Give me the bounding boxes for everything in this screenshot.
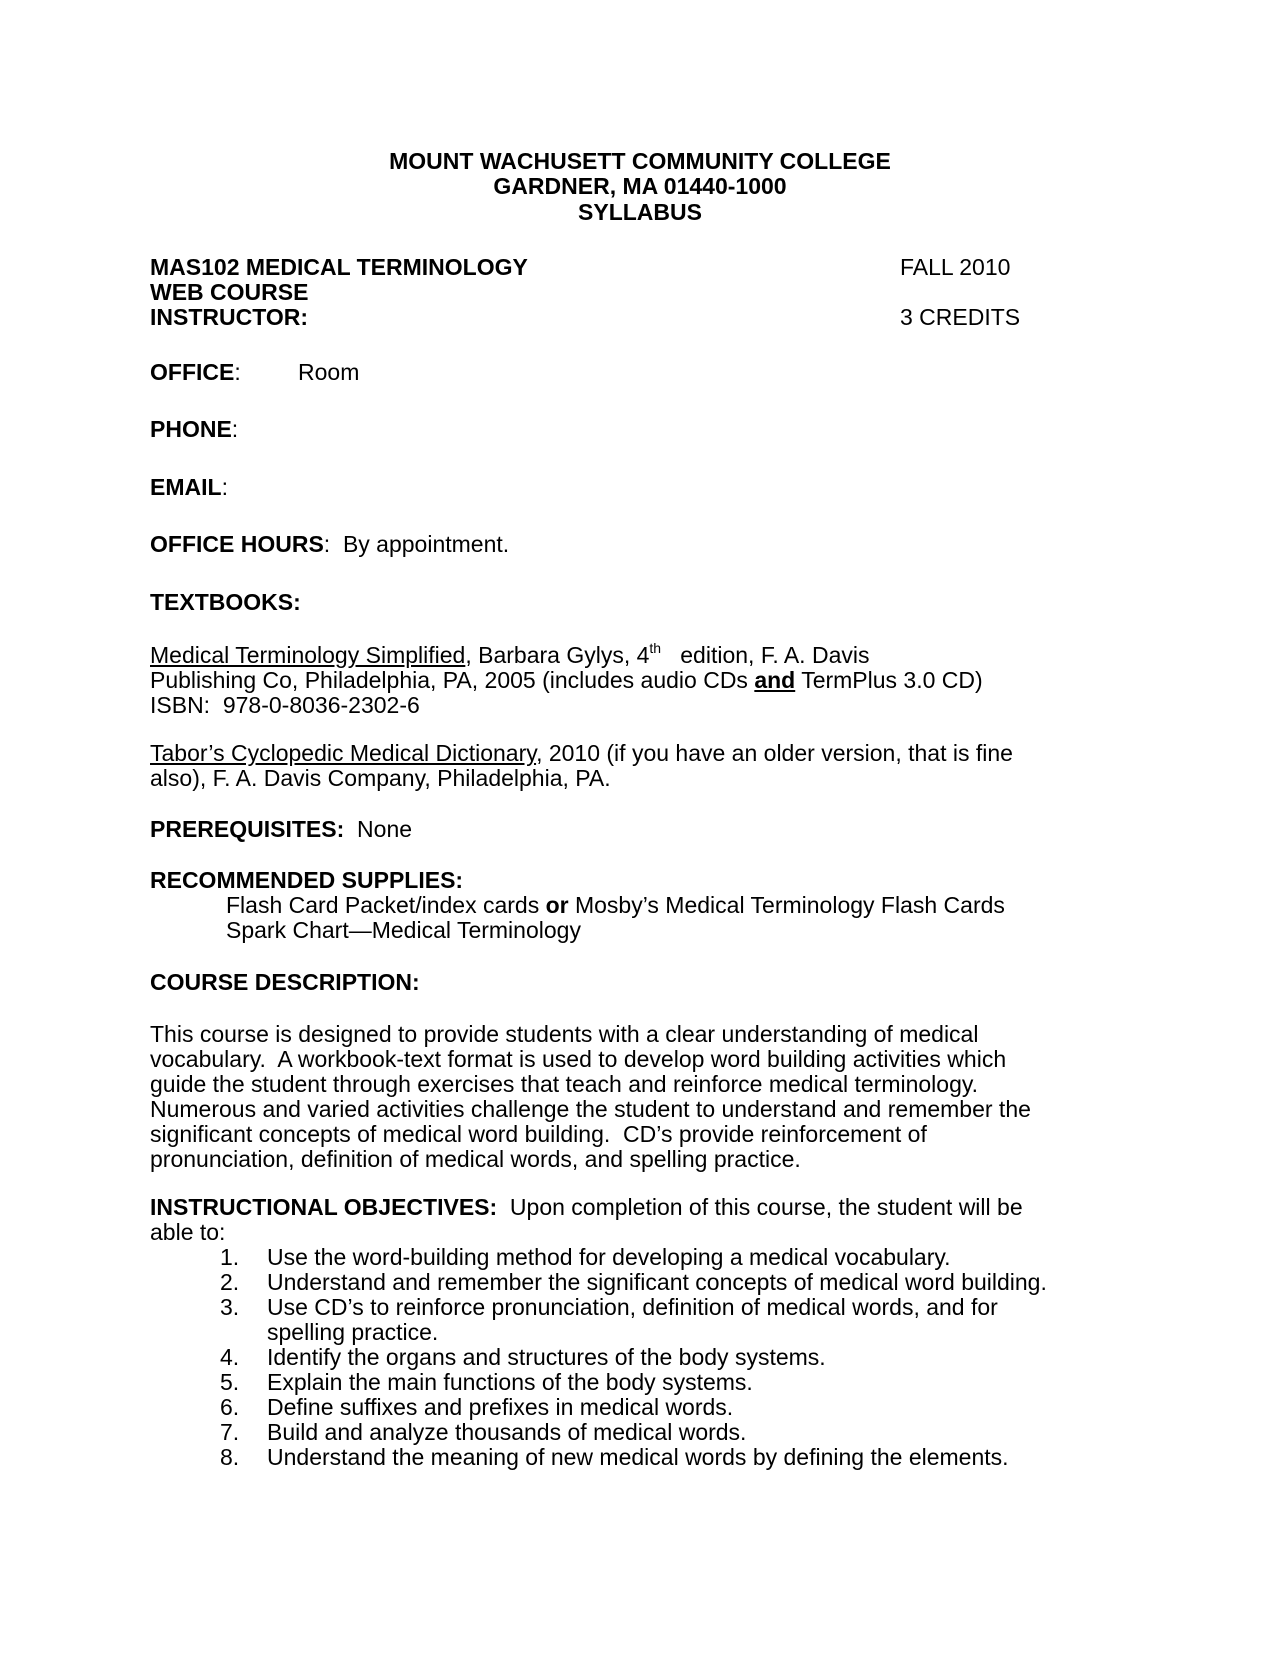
- document-type: SYLLABUS: [578, 199, 702, 225]
- objective-text: Understand and remember the significant concepts of medical word building.: [267, 1269, 1047, 1295]
- textbook-1-isbn: ISBN: 978-0-8036-2302-6: [150, 692, 420, 718]
- objective-number: 3.: [220, 1294, 240, 1320]
- office-hours-label: OFFICE HOURS: [150, 531, 324, 557]
- supplies-item-1-b: Mosby’s Medical Terminology Flash Cards: [568, 892, 1005, 918]
- email-colon: :: [221, 474, 228, 500]
- objective-text: Understand the meaning of new medical words by defining the elements.: [267, 1444, 1009, 1470]
- description-line: pronunciation, definition of medical words, and spelling practice.: [150, 1146, 801, 1172]
- supplies-heading: RECOMMENDED SUPPLIES:: [150, 867, 464, 893]
- supplies-item-1-a: Flash Card Packet/index cards: [226, 892, 546, 918]
- objective-text: Use the word-building method for developing a medical vocabulary.: [267, 1244, 951, 1270]
- objective-item: [220, 1270, 1047, 1295]
- objective-item: [220, 1395, 733, 1420]
- objective-text: Identify the organs and structures of the body systems.: [267, 1344, 826, 1370]
- textbook-1-cd: TermPlus 3.0 CD): [795, 667, 983, 693]
- objective-text: Use CD’s to reinforce pronunciation, definition of medical words, and for: [267, 1294, 998, 1320]
- office-hours-colon: :: [323, 531, 331, 557]
- instructor-label: INSTRUCTOR:: [150, 304, 309, 330]
- textbook-1-author: , Barbara Gylys, 4: [465, 642, 650, 668]
- textbook-1-line-2: [150, 668, 1140, 693]
- objective-text: Build and analyze thousands of medical words.: [267, 1419, 747, 1445]
- textbook-2-year: , 2010 (if you have an older version, that is fine: [536, 740, 1013, 766]
- textbook-1-title: Medical Terminology Simplified: [150, 642, 466, 668]
- office-line: [150, 360, 241, 385]
- objective-number: 7.: [220, 1419, 240, 1445]
- objectives-label: INSTRUCTIONAL OBJECTIVES:: [150, 1194, 498, 1220]
- textbook-2-line-1: [150, 741, 1140, 766]
- prerequisites-value: None: [357, 816, 413, 842]
- textbook-1-edition-sup: th: [649, 640, 662, 656]
- textbook-1-publisher: Publishing Co, Philadelphia, PA, 2005 (includes audio CDs: [150, 667, 755, 693]
- description-line: This course is designed to provide students with a clear understanding of medical: [150, 1021, 979, 1047]
- objective-number: 4.: [220, 1344, 240, 1370]
- supplies-item-1-or: or: [545, 892, 569, 918]
- objective-item: [220, 1245, 951, 1270]
- email-label: EMAIL: [150, 474, 222, 500]
- course-format: WEB COURSE: [150, 279, 309, 305]
- office-hours-line: [150, 532, 509, 557]
- objective-text: Explain the main functions of the body systems.: [267, 1369, 753, 1395]
- description-line: significant concepts of medical word building. CD’s provide reinforcement of: [150, 1121, 927, 1147]
- course-code-title: MAS102 MEDICAL TERMINOLOGY: [150, 254, 528, 280]
- college-address: GARDNER, MA 01440-1000: [493, 173, 787, 199]
- course-term: FALL 2010: [900, 254, 1011, 280]
- objective-number: 1.: [220, 1244, 240, 1270]
- objectives-intro-line-2: able to:: [150, 1219, 226, 1245]
- supplies-item-1: [226, 893, 1005, 918]
- textbook-1-edition: edition, F. A. Davis: [661, 642, 870, 668]
- prerequisites-label: PREREQUISITES:: [150, 816, 345, 842]
- textbook-2-title: Tabor’s Cyclopedic Medical Dictionary: [150, 740, 537, 766]
- email-line: [150, 475, 228, 500]
- phone-line: [150, 417, 238, 442]
- objectives-intro: [150, 1195, 1023, 1220]
- objective-number: 2.: [220, 1269, 240, 1295]
- office-colon: :: [234, 359, 241, 385]
- objectives-intro-text: Upon completion of this course, the student will be: [497, 1194, 1023, 1220]
- textbook-1-and: and: [754, 667, 796, 693]
- textbook-1-line-1: [150, 640, 1140, 668]
- phone-label: PHONE: [150, 416, 232, 442]
- objective-item: [220, 1295, 998, 1320]
- description-line: guide the student through exercises that teach and reinforce medical terminology.: [150, 1071, 979, 1097]
- objective-number: 5.: [220, 1369, 240, 1395]
- objective-text: spelling practice.: [267, 1319, 439, 1345]
- prerequisites-line: [150, 817, 412, 842]
- textbook-2-line-2: also), F. A. Davis Company, Philadelphia, PA.: [150, 765, 611, 791]
- textbooks-heading: TEXTBOOKS:: [150, 589, 301, 615]
- description-body: [150, 1022, 1140, 1172]
- description-line: vocabulary. A workbook-text format is used to develop word building activities which: [150, 1046, 1007, 1072]
- objective-item: [220, 1345, 826, 1370]
- objective-item: [220, 1445, 1009, 1470]
- textbook-1: [150, 640, 1140, 718]
- objective-item-continued: [220, 1320, 438, 1345]
- office-value: Room: [298, 359, 360, 385]
- supplies-item-2: Spark Chart—Medical Terminology: [226, 917, 581, 943]
- objective-item: [220, 1370, 753, 1395]
- objective-number: 8.: [220, 1444, 240, 1470]
- objective-item: [220, 1420, 746, 1445]
- phone-colon: :: [231, 416, 239, 442]
- course-credits: 3 CREDITS: [900, 304, 1021, 330]
- textbook-2: [150, 741, 1140, 791]
- description-line: Numerous and varied activities challenge the student to understand and remember the: [150, 1096, 1031, 1122]
- objective-text: Define suffixes and prefixes in medical words.: [267, 1394, 734, 1420]
- office-hours-value: By appointment.: [342, 531, 510, 557]
- office-label: OFFICE: [150, 359, 235, 385]
- objective-number: 6.: [220, 1394, 240, 1420]
- college-name: MOUNT WACHUSETT COMMUNITY COLLEGE: [389, 148, 891, 174]
- description-heading: COURSE DESCRIPTION:: [150, 969, 420, 995]
